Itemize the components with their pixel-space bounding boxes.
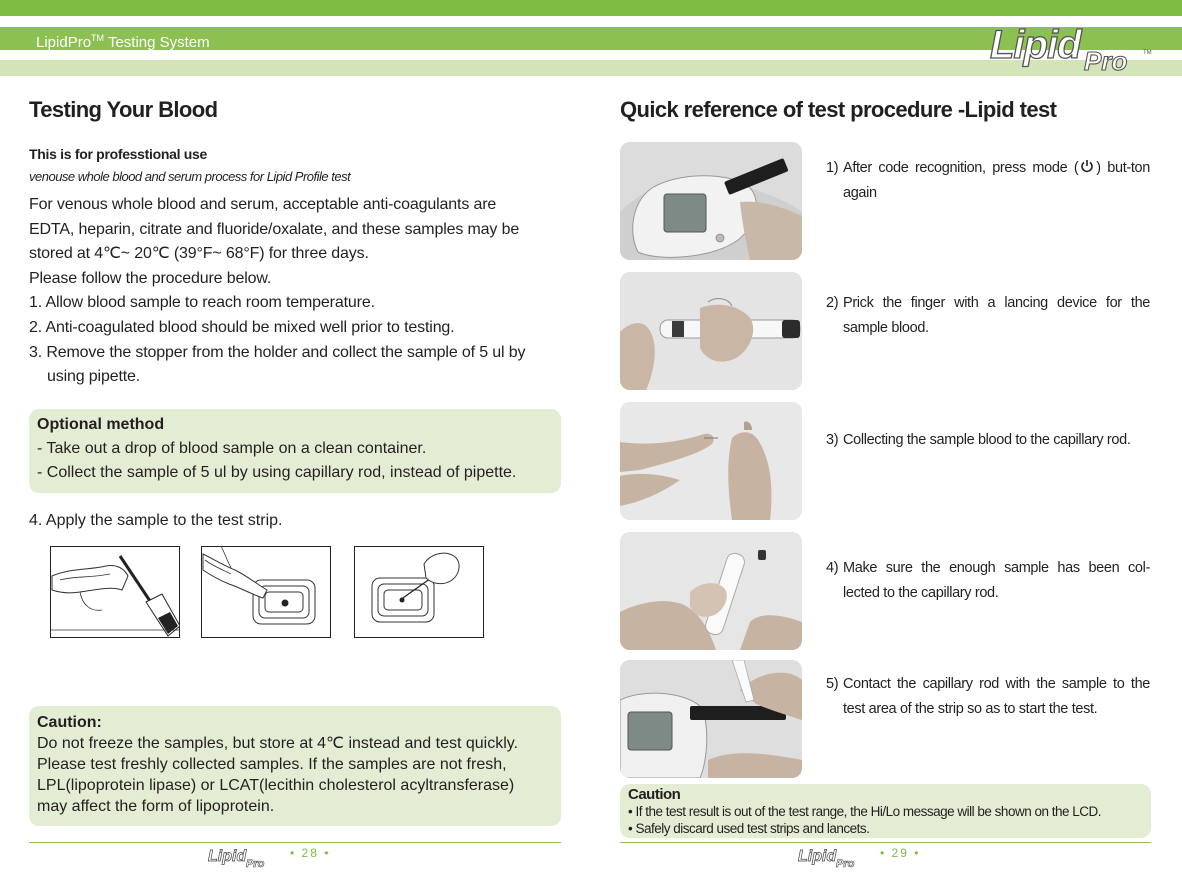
power-icon — [1080, 159, 1094, 173]
photo-applying-sample — [620, 660, 802, 778]
procedure-step-4: 4. Apply the sample to the test strip. — [29, 512, 283, 529]
procedure-step-2: 2. Anti-coagulated blood should be mixed well prior to testing. — [29, 318, 455, 336]
footer-logo-left — [206, 845, 274, 869]
footer-rule-left — [29, 842, 561, 843]
quick-step-4 — [826, 556, 1150, 606]
caution-title: Caution: — [37, 714, 102, 731]
caution-box — [29, 706, 561, 826]
quick-step-number: 3) — [826, 432, 839, 448]
photo-collecting-blood — [620, 402, 802, 520]
photo-lancing-device — [620, 272, 802, 390]
optional-method-box — [29, 409, 561, 493]
procedure-step-3: 3. Remove the stopper from the holder and collect the sample of 5 ul by — [29, 343, 526, 361]
logo-pro-text: Pro — [1084, 46, 1128, 74]
photo-meter-code-recognition — [620, 142, 802, 260]
logo-tm-text: TM — [1143, 50, 1152, 56]
caution-title-right: Caution — [628, 786, 681, 803]
lipidpro-logo — [986, 20, 1154, 74]
quick-step-text: After code recognition, press mode ( — [843, 160, 1079, 176]
paragraph-line: Please follow the procedure below. — [29, 269, 272, 287]
photo-capillary-rod — [620, 532, 802, 650]
logo-lipid-text: Lipid — [990, 23, 1081, 67]
footer-logo-pro: Pro — [246, 858, 265, 869]
quick-step-text: ) but-ton again — [843, 160, 1150, 201]
caution-line: • If the test result is out of the test range, the Hi/Lo message will be shown on the LCD. — [628, 804, 1101, 819]
caution-box-right — [620, 784, 1151, 838]
footer-logo-lipid: Lipid — [208, 848, 247, 865]
subheading-professional-use: This is for professtional use — [29, 146, 208, 162]
caution-line: Please test freshly collected samples. If the samples are not fresh, — [37, 756, 507, 773]
procedure-step-1: 1. Allow blood sample to reach room temperature. — [29, 294, 375, 312]
paragraph-line: EDTA, heparin, citrate and fluoride/oxalate, and these samples may be — [29, 220, 520, 238]
quick-step-5 — [826, 672, 1150, 722]
page-number-left: • 28 • — [290, 846, 331, 860]
procedure-text — [29, 193, 561, 390]
quick-step-text: Prick the finger with a lancing device for the sample blood. — [843, 295, 1150, 336]
caution-line: LPL(lipoprotein lipase) or LCAT(lecithin cholesterol acyltransferase) — [37, 777, 515, 794]
finger-strip-illustration — [201, 546, 331, 638]
footer-logo-lipid: Lipid — [798, 848, 837, 865]
subheading-process-note: venouse whole blood and serum process for Lipid Profile test — [29, 169, 351, 184]
quick-step-text: Make sure the enough sample has been col-lected to the capillary rod. — [843, 560, 1150, 601]
procedure-step-3-cont: using pipette. — [47, 368, 141, 386]
optional-method-title: Optional method — [37, 416, 165, 433]
optional-method-line: - Take out a drop of blood sample on a clean container. — [37, 440, 427, 457]
caution-line: • Safely discard used test strips and lancets. — [628, 821, 870, 836]
pipette-tube-illustration — [50, 546, 180, 638]
capillary-strip-illustration — [354, 546, 484, 638]
system-title: LipidPro™ Testing System — [36, 33, 210, 51]
optional-method-line: - Collect the sample of 5 ul by using capillary rod, instead of pipette. — [37, 464, 517, 481]
heading-quick-reference: Quick reference of test procedure -Lipid test — [620, 97, 1057, 122]
quick-step-text: Collecting the sample blood to the capillary rod. — [843, 432, 1131, 448]
quick-step-number: 2) — [826, 295, 839, 311]
quick-step-1 — [826, 156, 1150, 206]
quick-step-3 — [826, 428, 1150, 453]
heading-testing-your-blood: Testing Your Blood — [29, 97, 218, 122]
quick-step-text: Contact the capillary rod with the sample to the test area of the strip so as to start the test. — [843, 676, 1150, 717]
quick-step-2 — [826, 291, 1150, 341]
caution-line: may affect the form of lipoprotein. — [37, 798, 275, 815]
page-number-right: • 29 • — [880, 846, 921, 860]
footer-logo-right — [796, 845, 864, 869]
quick-step-number: 5) — [826, 676, 839, 692]
header-band-top — [0, 0, 1182, 16]
footer-rule-right — [620, 842, 1151, 843]
quick-step-number: 4) — [826, 560, 839, 576]
caution-line: Do not freeze the samples, but store at 4℃ instead and test quickly. — [37, 735, 519, 752]
paragraph-line: stored at 4℃~ 20℃ (39°F~ 68°F) for three days. — [29, 245, 369, 263]
paragraph-line: For venous whole blood and serum, acceptable anti-coagulants are — [29, 196, 497, 213]
footer-logo-pro: Pro — [836, 858, 855, 869]
quick-step-number: 1) — [826, 160, 839, 176]
